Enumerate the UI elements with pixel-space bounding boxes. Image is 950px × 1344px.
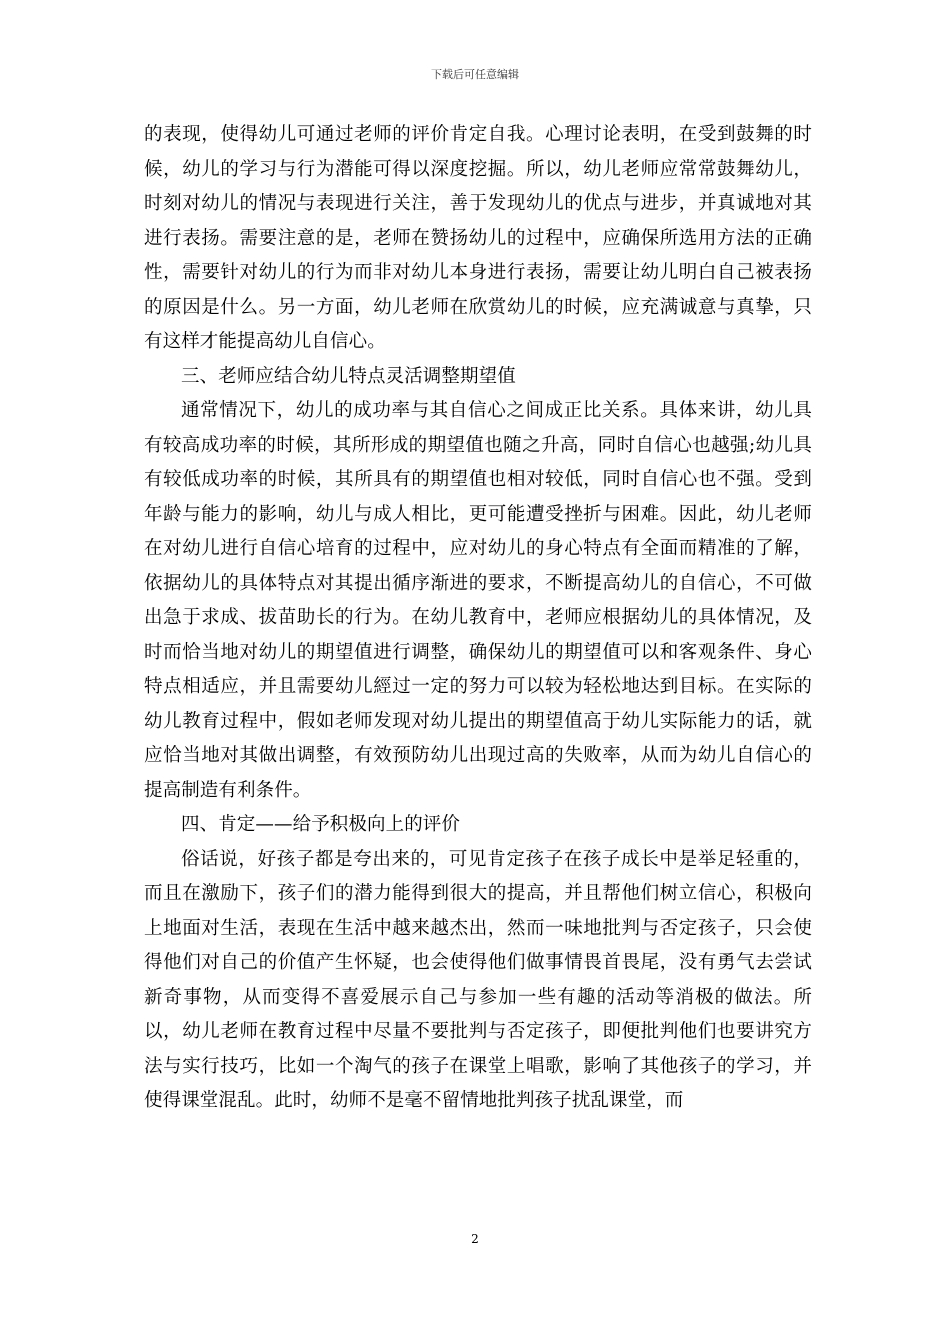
document-body (144, 118, 812, 1119)
page-number: 2 (471, 1232, 479, 1246)
paragraph-continuation: 的表现，使得幼儿可通过老师的评价肯定自我。心理讨论表明，在受到鼓舞的时候，幼儿的学习与行为潜能可得以深度挖掘。所以，幼儿老师应常常鼓舞幼儿，时刻对幼儿的情况与表现进行关注，善于发现幼儿的优点与进步，并真诚地对其进行表扬。需要注意的是，老师在赞扬幼儿的过程中，应确保所选用方法的正确性，需要针对幼儿的行为而非对幼儿本身进行表扬，需要让幼儿明白自己被表扬的原因是什么。另一方面，幼儿老师在欣赏幼儿的时候，应充满诚意与真挚，只有这样才能提高幼儿自信心。 (144, 124, 812, 352)
section-heading-4: 四、肯定——给予积极向上的评价 (181, 814, 461, 835)
page-header: 下载后可任意编辑 (431, 68, 519, 81)
section-heading-3: 三、老师应结合幼儿特点灵活调整期望值 (181, 365, 516, 387)
paragraph-affirmation: 俗话说，好孩子都是夸出来的，可见肯定孩子在孩子成长中是举足轻重的，而且在激励下，孩子们的潜力能得到很大的提高，并且帮他们树立信心，积极向上地面对生活，表现在生活中越来越杰出，然而一味地批判与否定孩子，只会使得他们对自己的价值产生怀疑，也会使得他们做事情畏首畏尾，没有勇气去尝试新奇事物，从而变得不喜爱展示自己与参加一些有趣的活动等消极的做法。所以，幼儿老师在教育过程中尽量不要批判与否定孩子，即便批判他们也要讲究方法与实行技巧，比如一个淘气的孩子在课堂上唱歌，影响了其他孩子的学习，并使得课堂混乱。此时，幼师不是毫不留情地批判孩子扰乱课堂，而 (144, 848, 812, 1111)
paragraph-expectation: 通常情况下，幼儿的成功率与其自信心之间成正比关系。具体来讲，幼儿具有较高成功率的时候，其所形成的期望值也随之升高，同时自信心也越强;幼儿具有较低成功率的时候，其所具有的期望值也相对较低，同时自信心也不强。受到年龄与能力的影响，幼儿与成人相比，更可能遭受挫折与困难。因此，幼儿老师在对幼儿进行自信心培育的过程中，应对幼儿的身心特点有全面而精准的了解，依据幼儿的具体特点对其提出循序渐进的要求，不断提高幼儿的自信心，不可做出急于求成、拔苗助长的行为。在幼儿教育中，老师应根据幼儿的具体情况，及时而恰当地对幼儿的期望值进行调整，确保幼儿的期望值可以和客观条件、身心特点相适应，并且需要幼儿經过一定的努力可以较为轻松地达到目标。在实际的幼儿教育过程中，假如老师发现对幼儿提出的期望值高于幼儿实际能力的话，就应恰当地对其做出调整，有效预防幼儿出现过高的失败率，从而为幼儿自信心的提高制造有利条件。 (144, 400, 812, 801)
